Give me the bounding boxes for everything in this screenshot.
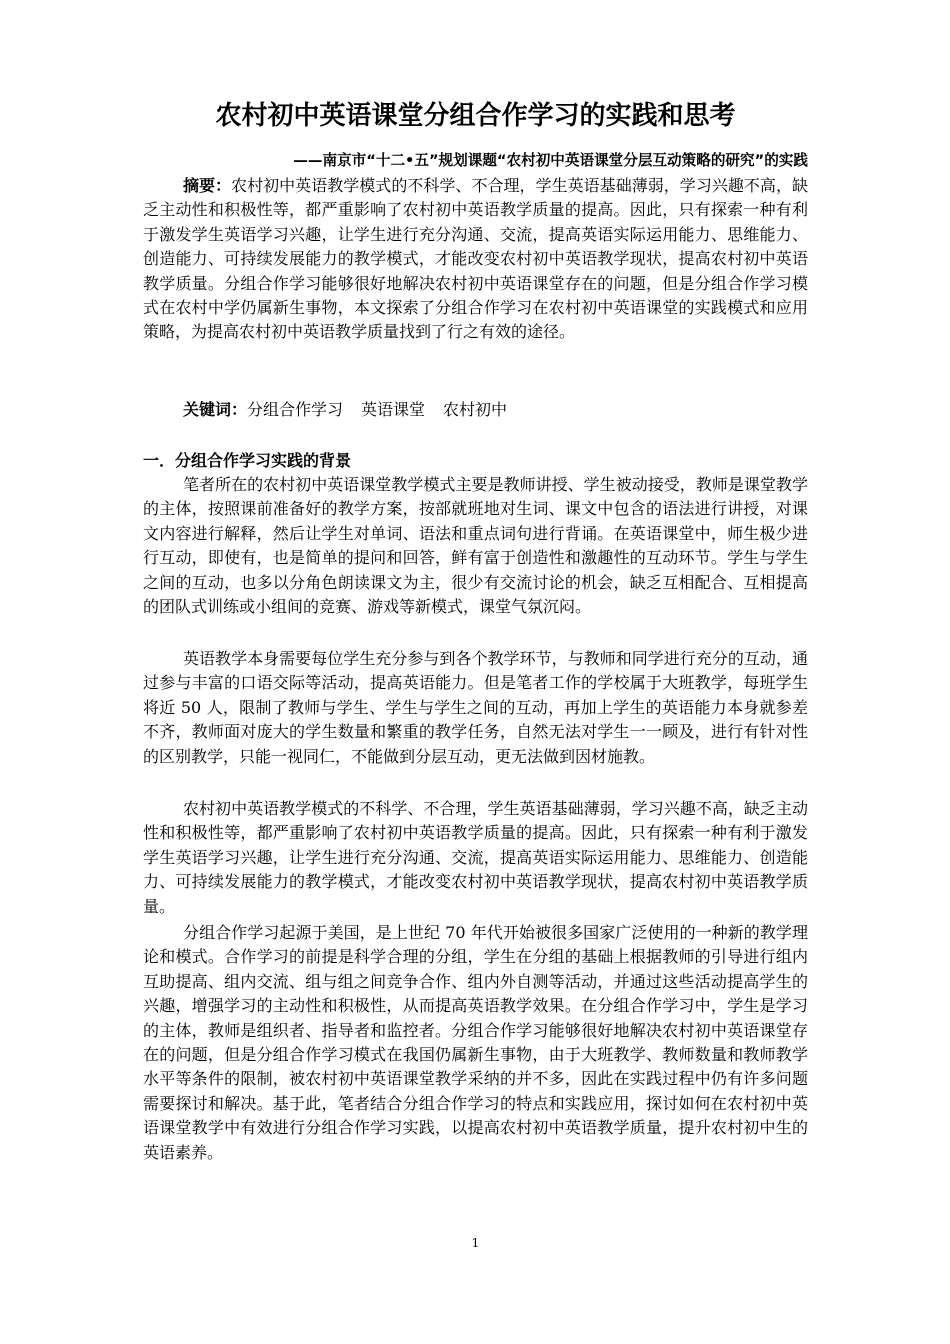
keyword-item: 农村初中 bbox=[443, 400, 508, 419]
abstract-label: 摘要： bbox=[183, 176, 232, 195]
abstract bbox=[143, 174, 808, 345]
keyword-item: 英语课堂 bbox=[361, 400, 426, 419]
keywords bbox=[143, 398, 808, 422]
body-paragraph: 分组合作学习起源于美国，是上世纪 70 年代开始被很多国家广泛使用的一种新的教学理论和模式。合作学习的前提是科学合理的分组，学生在分组的基础上根据教师的引导进行组内互助提高、组内交流、组与组之间竞争合作、组内外自测等活动，并通过这些活动提高学生的兴趣，增强学习的主动性和积极性，从而提高英语教学效果。在分组合作学习中，学生是学习的主体，教师是组织者、指导者和监控者。分组合作学习能够很好地解决农村初中英语课堂存在的问题，但是分组合作学习模式在我国仍属新生事物，由于大班教学、教师数量和教师教学水平等条件的限制，被农村初中英语课堂教学采纳的并不多，因此在实践过程中仍有许多问题需要探讨和解决。基于此，笔者结合分组合作学习的特点和实践应用，探讨如何在农村初中英语课堂教学中有效进行分组合作学习实践，以提高农村初中英语教学质量，提升农村初中生的英语素养。 bbox=[143, 923, 808, 1162]
abstract-text: 农村初中英语教学模式的不科学、不合理，学生英语基础薄弱，学习兴趣不高，缺乏主动性和积极性等，都严重影响了农村初中英语教学质量的提高。因此，只有探索一种有利于激发学生英语学习兴趣，让学生进行充分沟通、交流，提高英语实际运用能力、思维能力、创造能力、可持续发展能力的教学模式，才能改变农村初中英语教学现状，提高农村初中英语教学质量。分组合作学习能够很好地解决农村初中英语课堂存在的问题，但是分组合作学习模式在农村中学仍属新生事物，本文探索了分组合作学习在农村初中英语课堂的实践模式和应用策略，为提高农村初中英语教学质量找到了行之有效的途径。 bbox=[143, 176, 808, 342]
body-paragraph: 英语教学本身需要每位学生充分参与到各个教学环节，与教师和同学进行充分的互动，通过参与丰富的口语交际等活动，提高英语能力。但是笔者工作的学校属于大班教学，每班学生将近 50 人，限制了教师与学生、学生与学生之间的互动，再加上学生的英语能力本身就参差不齐，教师面对庞大的学生数量和繁重的教学任务，自然无法对学生一一顾及，进行有针对性的区别教学，只能一视同仁，不能做到分层互动，更无法做到因材施教。 bbox=[143, 649, 808, 766]
keywords-label: 关键词： bbox=[183, 400, 248, 419]
page-number: 1 bbox=[471, 1236, 480, 1250]
document-title: 农村初中英语课堂分组合作学习的实践和思考 bbox=[215, 101, 736, 131]
section-heading: 一．分组合作学习实践的背景 bbox=[143, 451, 352, 470]
keyword-item: 分组合作学习 bbox=[247, 400, 344, 419]
document-subtitle: ——南京市“十二•五”规划课题“农村初中英语课堂分层互动策略的研究”的实践 bbox=[293, 152, 808, 169]
body-paragraph: 农村初中英语教学模式的不科学、不合理，学生英语基础薄弱，学习兴趣不高，缺乏主动性和积极性等，都严重影响了农村初中英语教学质量的提高。因此，只有探索一种有利于激发学生英语学习兴趣，让学生进行充分沟通、交流，提高英语实际运用能力、思维能力、创造能力、可持续发展能力的教学模式，才能改变农村初中英语教学现状，提高农村初中英语教学质量。 bbox=[143, 799, 808, 916]
body-paragraph: 笔者所在的农村初中英语课堂教学模式主要是教师讲授、学生被动接受，教师是课堂教学的主体，按照课前准备好的教学方案，按部就班地对生词、课文中包含的语法进行讲授，对课文内容进行解释，然后让学生对单词、语法和重点词句进行背诵。在英语课堂中，师生极少进行互动，即使有，也是简单的提问和回答，鲜有富于创造性和激趣性的互动环节。学生与学生之间的互动，也多以分角色朗读课文为主，很少有交流讨论的机会，缺乏互相配合、互相提高的团队式训练或小组间的竞赛、游戏等新模式，课堂气氛沉闷。 bbox=[143, 475, 808, 617]
